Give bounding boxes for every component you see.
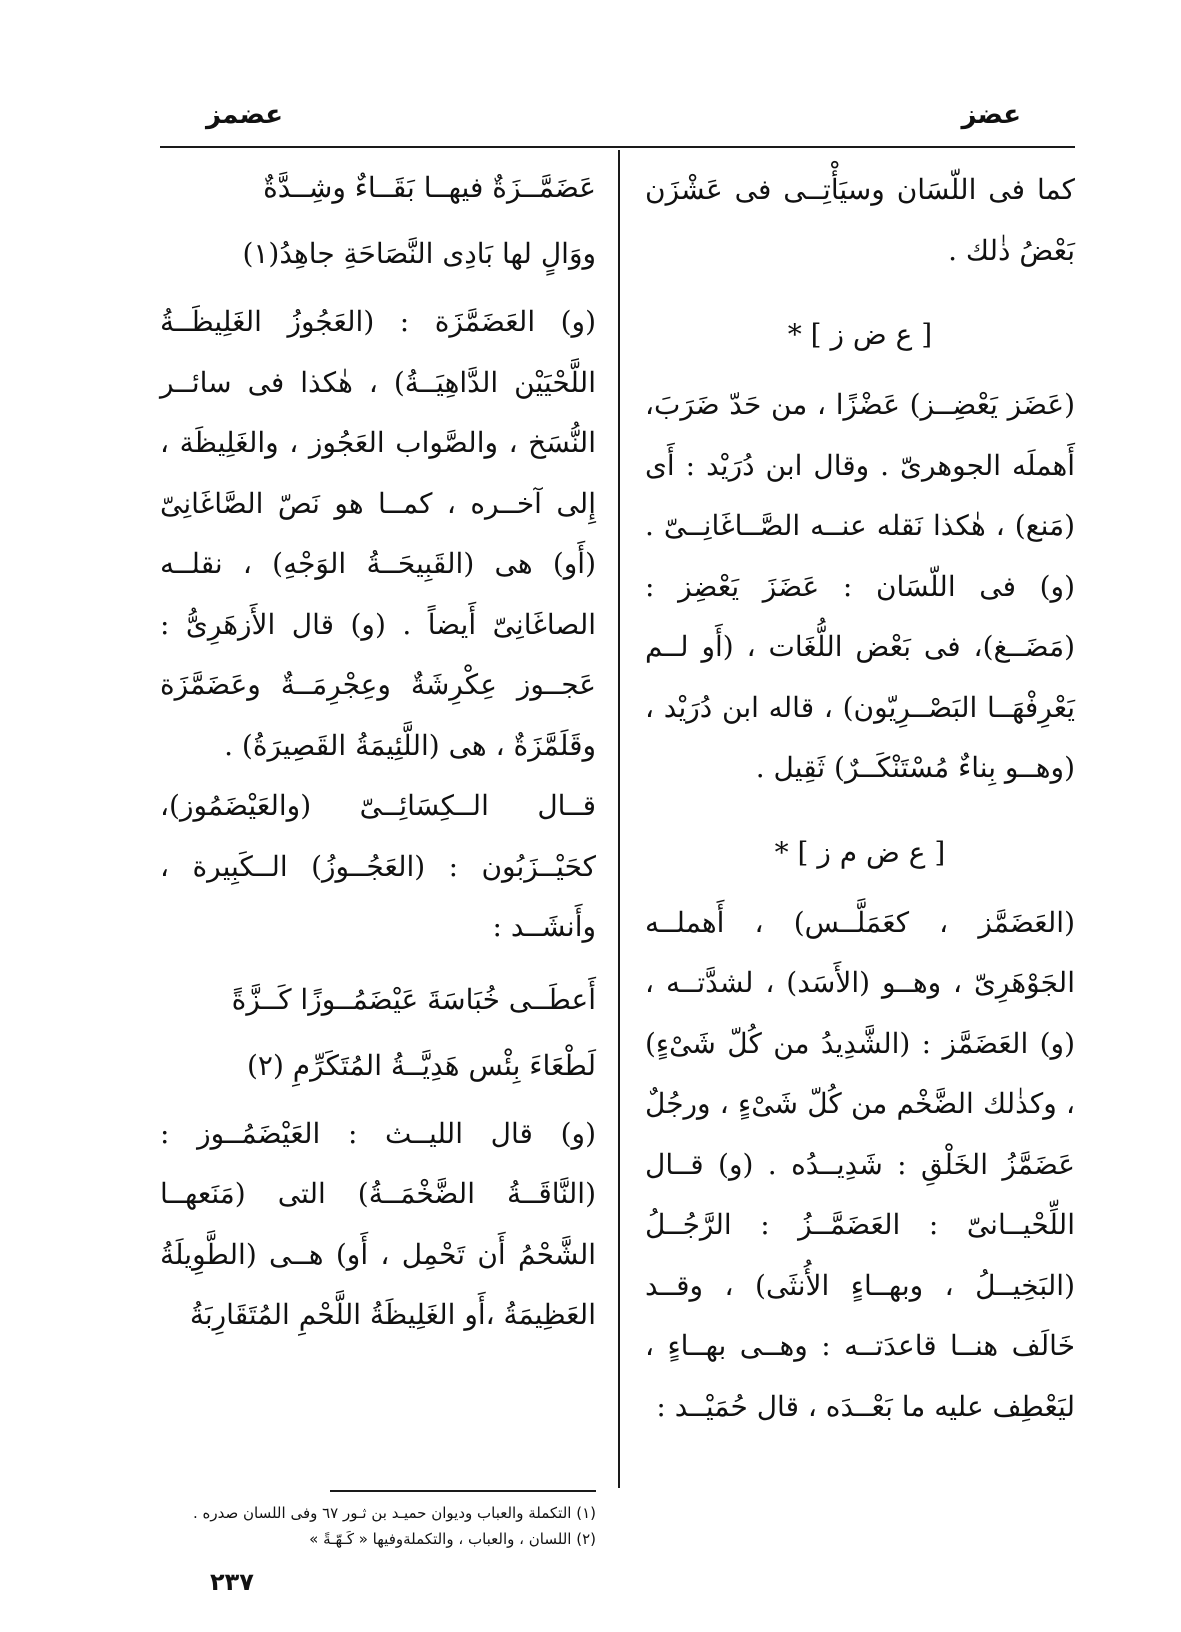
page-number: ٢٣٧ <box>210 1568 254 1596</box>
entry-text-adz: (عَضَز يَعْضِــز) عَضْزًا ، من حَدّ ضَرَبَ، أَهملَه الجوهرىّ . وقال ابن دُرَيْد : أَى (مَنع) ، هٰكذا نَقله عنــه الصَّــاغَانِــىّ . (و) فى اللّسَان : عَضَزَ يَعْضِز : (مَضَــغ)، فى بَعْض اللُّغَات ، (أَو لــم يَعْرِفْهَــا البَصْــرِيّون) ، قاله ابن دُرَيْد ، (وهــو بِناءٌ مُسْتَنْكَــرٌ) ثَقِيل . <box>645 388 1075 784</box>
verse-line: ووَالٍ لها بَادِى النَّصَاحَةِ جاهِدُ(١) <box>242 237 596 270</box>
footnote: (٢) اللسان ، والعباب ، والتكملةوفيها « كَـهّـةً » <box>309 1530 596 1548</box>
footnote-rule <box>330 1490 596 1492</box>
header-rule <box>160 146 1075 148</box>
header-word-right: عضز <box>961 100 1021 130</box>
header-word-left: عضمز <box>206 100 283 130</box>
verse-line: أَعطَــى خُبَاسَةَ عَيْضَمُــوزًا كَــزَّةً <box>231 982 596 1016</box>
entry-heading-admz: [ ع ض م ز ] * <box>774 835 946 869</box>
footnote: (١) التكملة والعباب وديوان حميـد بن ثـور ٦٧ وفى اللسان صدره . <box>192 1504 596 1522</box>
entry-text-admz: (العَضَمَّز ، كعَمَلَّــس) ، أَهملــه الجَوْهَرِىّ ، وهــو (الأَسَد) ، لشدَّتــه ، (و) العَضَمَّز : (الشَّدِيدُ من كُلّ شَىْءٍ) ، وكذٰلك الضَّخْم من كُلّ شَىْءٍ ، ورجُلٌ عَضَمَّزُ الخَلْقِ : شَدِيــدُه . (و) قــال اللِّحْيــانىّ : العَضَمَّــزُ : الرَّجُــلُ (البَخِيــلُ ، وبهــاءٍ الأُنثَى) ، وقــد خَالَف هنــا قاعدَتــه : وهــى بهــاءٍ ، ليَعْطِف عليه ما بَعْــدَه ، قال حُمَيْــد : <box>645 905 1075 1423</box>
entry-heading-adz: [ ع ض ز ] * <box>787 318 933 351</box>
body-paragraph: (و) العَضَمَّزَة : (العَجُوزُ الغَلِيظَــةُ اللَّحْيَيْن الدَّاهِيَــةُ) ، هٰكذا فى سائــر النُّسَخ ، والصَّواب العَجُوز ، والغَلِيظَة ، إِلى آخــره ، كمــا هو نَصّ الصَّاغَانِىّ (أَو) هى (القَبِيحَــةُ الوَجْهِ) ، نقلــه الصاغَانِىّ أَيضاً . (و) قال الأَزهَرِىُّ : عَجــوز عِكْرِشَةٌ وعِجْرِمَــةٌ وعَضَمَّزَة وقَلَمَّزَةٌ ، هى (اللَّئِيمَةُ القَصِيرَةُ) . <box>160 305 596 762</box>
left-column <box>160 160 596 1346</box>
verse-line: لَطْعَاءَ بِئْس هَدِيَّــةُ المُتَكَرِّمِ (٢) <box>246 1048 596 1082</box>
right-column <box>645 160 1075 1437</box>
footnotes <box>160 1500 596 1552</box>
body-paragraph: قــال الــكِسَائِــىّ (والعَيْضَمُوز)، كحَيْــزَبُون : (العَجُــوزُ) الــكَبِيرة ، وأَنشَــد : <box>160 789 596 943</box>
verse-line: عَضَمَّــزَةٌ فيهــا بَقَــاءٌ وشِــدَّةٌ <box>263 171 596 204</box>
body-paragraph: (و) قال الليــث : العَيْضَمُــوز : (النَّاقَــةُ الضَّخْمَــةُ) التى (مَنَعهــا الشَّحْمُ أَن تَحْمِل ، أَو) هــى (الطَّوِيلَةُ العَظِيمَةُ ،أَو الغَلِيظَةُ اللَّحْمِ المُتَقَارِبَةُ <box>160 1116 596 1331</box>
column-divider <box>618 150 620 1488</box>
continuation-text: كما فى اللّسَان وسيَأْتِــى فى عَشْزَن بَعْضُ ذٰلك . <box>645 173 1075 267</box>
